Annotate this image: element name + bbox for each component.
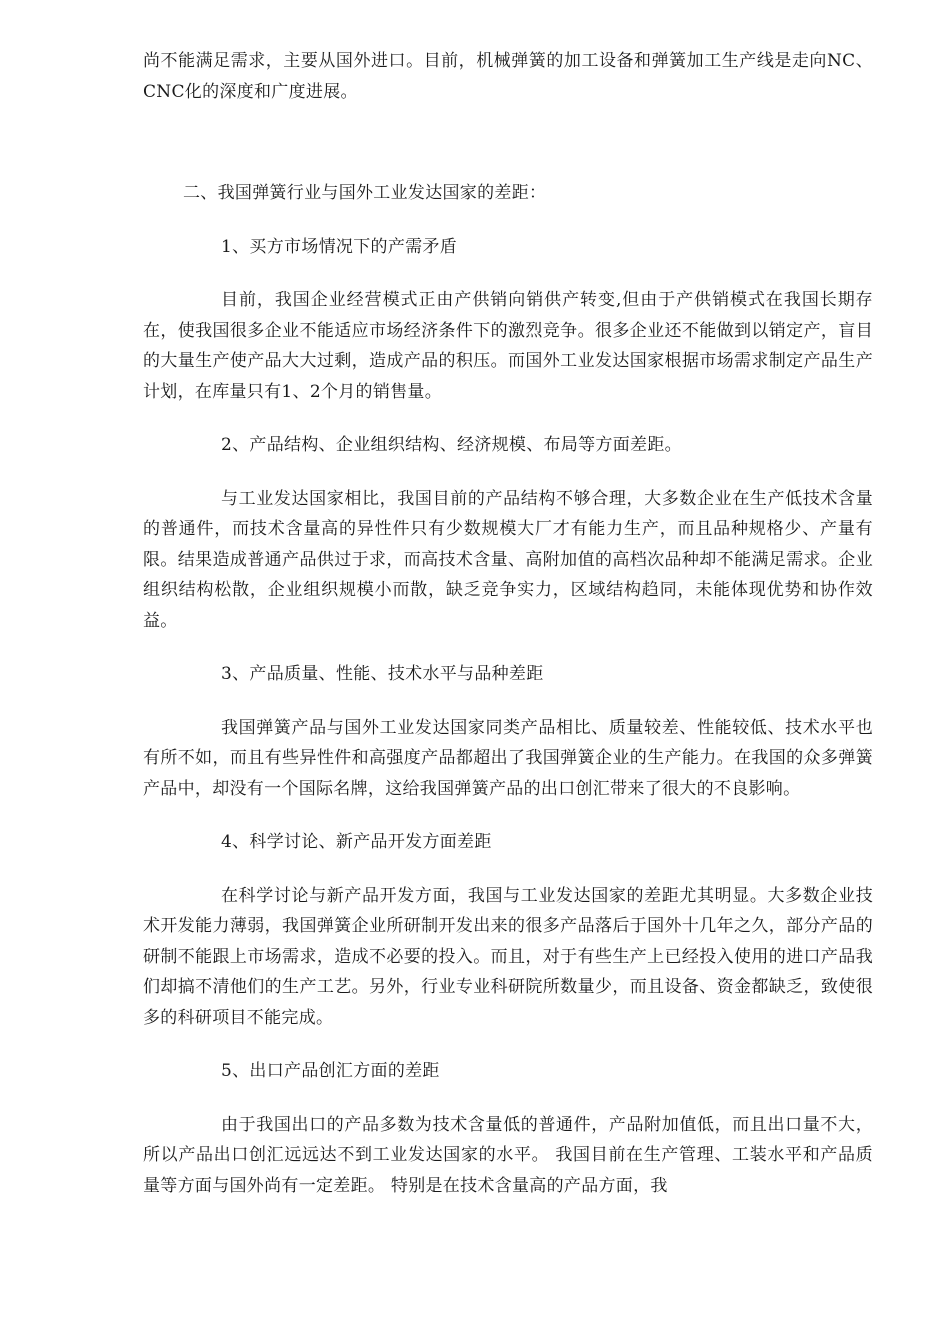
body-paragraph-4: 在科学讨论与新产品开发方面，我国与工业发达国家的差距尤其明显。大多数企业技术开发能力薄弱，我国弹簧企业所研制开发出来的很多产品落后于国外十几年之久，部分产品的研制不能跟上市场需求，造成不必要的投入。而且，对于有些生产上已经投入使用的进口产品我们却搞不清他们的生产工艺。另外，行业专业科研院所数量少，而且设备、资金都缺乏，致使很多的科研项目不能完成。 [143, 885, 873, 1028]
body-paragraph-1: 目前，我国企业经营模式正由产供销向销供产转变,但由于产供销模式在我国长期存在，使我国很多企业不能适应市场经济条件下的激烈竞争。很多企业还不能做到以销定产，盲目的大量生产使产品大大过剩，造成产品的积压。而国外工业发达国家根据市场需求制定产品生产计划，在库量只有1、2个月的销售量。 [143, 290, 873, 402]
subsection-heading-1: 1、买方市场情况下的产需矛盾 [221, 236, 458, 257]
body-paragraph-2: 与工业发达国家相比，我国目前的产品结构不够合理，大多数企业在生产低技术含量的普通件，而技术含量高的异性件只有少数规模大厂才有能力生产，而且品种规格少、产量有限。结果造成普通产品供过于求，而高技术含量、高附加值的高档次品种却不能满足需求。企业组织结构松散，企业组织规模小而散，缺乏竞争实力，区域结构趋同，未能体现优势和协作效益。 [143, 488, 873, 631]
body-paragraph-3: 我国弹簧产品与国外工业发达国家同类产品相比、质量较差、性能较低、技术水平也有所不如，而且有些异性件和高强度产品都超出了我国弹簧企业的生产能力。在我国的众多弹簧产品中，却没有一个国际名牌，这给我国弹簧产品的出口创汇带来了很大的不良影响。 [143, 717, 873, 799]
body-paragraph-5: 由于我国出口的产品多数为技术含量低的普通件，产品附加值低，而且出口量不大，所以产品出口创汇远远达不到工业发达国家的水平。 我国目前在生产管理、工装水平和产品质量等方面与国外尚有一定差距。 特别是在技术含量高的产品方面，我 [143, 1114, 873, 1196]
subsection-heading-5: 5、出口产品创汇方面的差距 [221, 1061, 440, 1081]
section-heading: 二、我国弹簧行业与国外工业发达国家的差距： [183, 183, 547, 203]
subsection-heading-2: 2、产品结构、企业组织结构、经济规模、布局等方面差距。 [221, 435, 682, 455]
subsection-heading-4: 4、科学讨论、新产品开发方面差距 [221, 832, 492, 852]
paragraph-continuation: 尚不能满足需求，主要从国外进口。目前，机械弹簧的加工设备和弹簧加工生产线是走向NC、CNC化的深度和广度进展。 [143, 51, 873, 102]
subsection-heading-3: 3、产品质量、性能、技术水平与品种差距 [221, 664, 544, 684]
document-page [143, 46, 873, 1201]
